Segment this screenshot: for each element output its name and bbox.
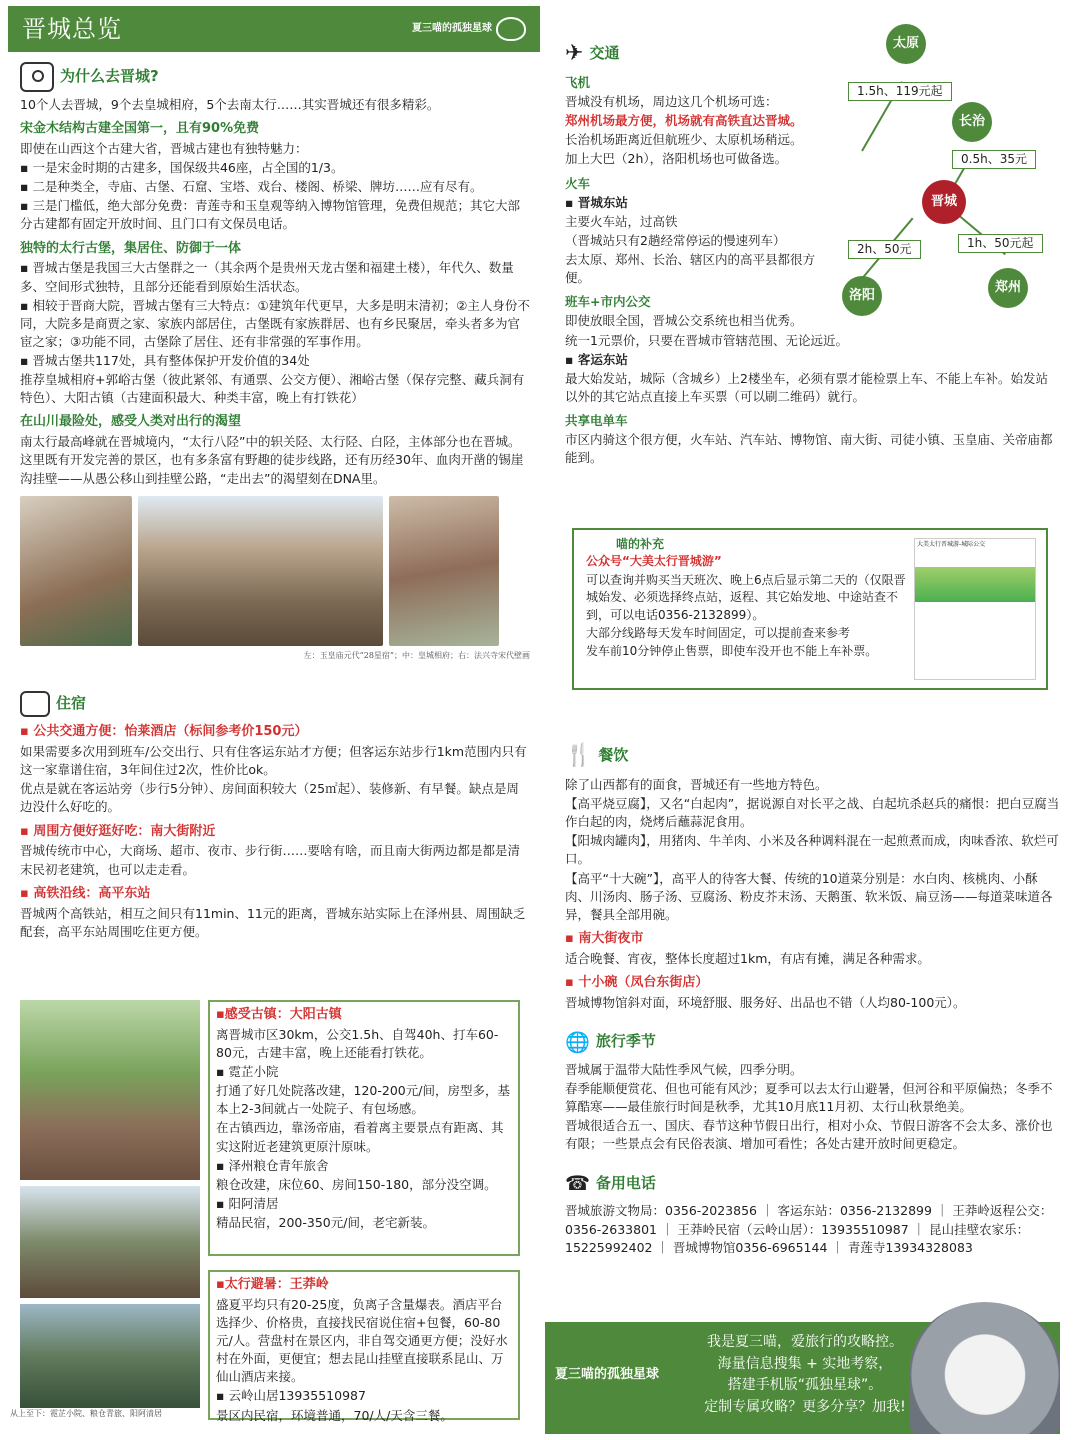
city-changzhi: 长治 — [952, 102, 992, 142]
route-zhengzhou: 1h、50元起 — [958, 234, 1043, 253]
season-line: 晋城很适合五一、国庆、春节这种节假日出行，相对小众、节假日游客不会太多、涨价也有限；一些景点会有民俗表演、增加可看性；各处古建开放时间更稳定。 — [565, 1118, 1053, 1152]
box1-line: 粮仓改建，床位60、房间150-180，部分没空调。 — [216, 1176, 497, 1192]
season-section-header — [565, 1028, 1060, 1057]
food-line: 除了山西都有的面食，晋城还有一些地方特色。 — [565, 776, 828, 792]
why-s2-line: ▪ 晋城古堡是我国三大古堡群之一（其余两个是贵州天龙古堡和福建土楼），年代久、数量多、空间形式独特，且部分还能看到原始生活状态。 — [20, 260, 514, 294]
left-column — [20, 62, 530, 942]
stay-photo-caption: 从上至下：霓芷小院、粮仓青旅、阳阿清居 — [10, 1409, 162, 1418]
photo-caption: 左：玉皇庙元代“28星宿”；中：皇城相府；右：法兴寺宋代壁画 — [303, 650, 530, 660]
supplement-box — [572, 528, 1048, 690]
brand-logo — [412, 17, 526, 41]
fly-title: 飞机 — [565, 74, 591, 90]
supplement-account: 公众号“大美太行晋城游” — [586, 554, 722, 569]
banner-text — [685, 1332, 925, 1419]
why-s1-line: ▪ 一是宋金时期的古建多，国保级共46座，占全国的1/3。 — [20, 160, 344, 176]
why-s1-line: ▪ 二是种类全，寺庙、古堡、石窟、宝塔、戏台、楼阁、桥梁、牌坊……应有尽有。 — [20, 179, 483, 195]
airplane-icon: ✈ — [565, 41, 584, 66]
box2-title: ▪太行避暑：王莽岭 — [216, 1277, 329, 1292]
box1-line: ▪ 泽州粮仓青年旅舍 — [216, 1157, 329, 1173]
box1-line: 在古镇西边，靠汤帝庙，看着离主要景点有距离、其实这附近老建筑更原汁原味。 — [216, 1120, 504, 1154]
supplement-line: 大部分线路每天发车时间固定，可以提前查来参考 — [586, 625, 851, 640]
app-header: 大美太行晋城游-城际公交 — [917, 541, 986, 548]
stay-s2-line: 晋城传统市中心，大商场、超市、夜市、步行街……要啥有啥，而且南大街两边都是都是清末民初老建筑，也可以走走看。 — [20, 843, 521, 877]
why-section-header — [20, 62, 530, 92]
box1-line: ▪ 阳阿清居 — [216, 1195, 279, 1211]
why-s1-title: 宋金木结构古建全国第一，且有90%免费 — [20, 121, 260, 137]
season-title: 旅行季节 — [595, 1032, 656, 1051]
stay-section-header — [20, 691, 530, 717]
bus-title: 班车+市内公交 — [565, 294, 651, 310]
photo-yanga-residence — [20, 1304, 200, 1408]
train-line: 去太原、郑州、长治、辖区内的高平县都很方便。 — [565, 252, 816, 286]
food-section — [565, 740, 1060, 1258]
box1-line: 离晋城市区30km，公交1.5h、自驾40h、打车60-80元，古建丰富，晚上还能看打铁花。 — [216, 1026, 499, 1060]
why-intro: 10个人去晋城，9个去皇城相府，5个去南太行……其实晋城还有很多精彩。 — [20, 97, 440, 112]
why-s1-line: ▪ 三是门槛低，绝大部分免费：青莲寺和玉皇观等纳入博物馆管理，免费但规范；其它大部分古建都有固定开放时间、且门口有文保员电话。 — [20, 198, 520, 232]
photo-faxing-temple-mural — [389, 496, 499, 646]
city-jincheng: 晋城 — [922, 180, 966, 224]
stay-detail — [10, 1000, 520, 1423]
bus-line: 即使放眼全国，晋城公交系统也相当优秀。 — [565, 313, 803, 329]
bike-line: 市区内骑这个很方便，火车站、汽车站、博物馆、南大街、司徒小镇、玉皇庙、关帝庙都能到。 — [565, 432, 1053, 466]
bus-line: ▪ 客运东站 — [565, 351, 628, 367]
box2-line: ▪ 云岭山居13935510987 — [216, 1388, 366, 1404]
route-map — [840, 20, 1070, 320]
food-s1-title: ▪ 南大街夜市 — [565, 930, 644, 946]
train-title: 火车 — [565, 175, 591, 191]
stay-s3-line: 晋城两个高铁站，相互之间只有11min、11元的距离，晋城东站实际上在泽州县、周围缺乏配套，高平东站周围吃住更方便。 — [20, 905, 526, 939]
stay-s1-title: ▪ 公共交通方便：怡莱酒店（标间参考价150元） — [20, 724, 308, 740]
brand-name: 夏三喵的孤独星球 — [412, 22, 492, 34]
train-line: ▪ 晋城东站 — [565, 194, 628, 210]
photo-strip — [20, 496, 530, 646]
banner-line: 定制专属攻略？更多分享？加我! — [704, 1399, 906, 1416]
stay-s1-line: 优点是就在客运站旁（步行5分钟）、房间面积较大（25㎡起）、装修新、有早餐。缺点是周边没什么好吃的。 — [20, 781, 519, 815]
telephone-icon: ☎ — [565, 1171, 590, 1196]
food-title: 餐饮 — [598, 746, 629, 765]
why-s3-title: 在山川最险处，感受人类对出行的渴望 — [20, 414, 242, 430]
stay-s2-title: ▪ 周围方便好逛好吃：南大街附近 — [20, 823, 216, 839]
phones-text: 晋城旅游文物局：0356-2023856 ｜ 客运东站：0356-2132899 ｜ 王莽岭返程公交：0356-2633801 ｜ 王莽岭民宿（云岭山居）：13935510987 ｜ 昆山挂壁农家乐：15225992402 ｜ 晋城博物馆0356-6965144 ｜ 青莲寺13934328083 — [565, 1203, 1053, 1255]
stay-s3-title: ▪ 高铁沿线：高平东站 — [20, 885, 151, 901]
why-title: 为什么去晋城? — [60, 67, 159, 86]
train-line: 主要火车站，过高铁 — [565, 213, 678, 229]
season-line: 晋城属于温带大陆性季风气候，四季分明。 — [565, 1061, 803, 1077]
page-header — [8, 6, 540, 52]
food-line: 【阳城肉罐肉】，用猪肉、牛羊肉、小米及各种调料混在一起煎煮而成，肉味香浓、软烂可口。 — [565, 833, 1059, 867]
cutlery-icon: 🍴 — [565, 743, 593, 768]
box2-line: 盛夏平均只有20-25度，负离子含量爆表。酒店平台选择少、价格贵，直接找民宿说住宿+包餐，60-80元/人。营盘村在景区内，非自驾交通更方便；没好水村在外面，更便宜；想去昆山挂壁直接联系昆山、万仙山酒店来接。 — [216, 1296, 508, 1385]
box1-title: ▪感受古镇：大阳古镇 — [216, 1007, 342, 1022]
city-taiyuan: 太原 — [886, 24, 926, 64]
photo-nizhi-courtyard — [20, 1000, 200, 1180]
box1-line: 精品民宿，200-350元/间，老宅新装。 — [216, 1215, 435, 1231]
season-line: 春季能顺便赏花、但也可能有风沙；夏季可以去太行山避暑，但河谷和平原偏热；冬季不算酷寒——最佳旅行时间是秋季，尤其10月底11月初、太行山秋景绝美。 — [565, 1080, 1053, 1115]
box1-line: 打通了好几处院落改建，120-200元/间，房型多，基本上2-3间就占一处院子、有包场感。 — [216, 1083, 510, 1117]
transport-title: 交通 — [589, 44, 620, 63]
fly-line: 郑州机场最方便，机场就有高铁直达晋城。 — [565, 113, 803, 129]
why-s3-line: 南太行最高峰就在晋城境内，“太行八陉”中的轵关陉、太行陉、白陉，主体部分也在晋城。这里既有开发完善的景区，也有多条富有野趣的徒步线路，还有历经30年、血肉开凿的锡崖沟挂壁——从愚公移山到挂壁公路，“走出去”的渴望刻在DNA里。 — [20, 434, 524, 486]
photo-granary-hostel — [20, 1186, 200, 1298]
food-s1-line: 适合晚餐、宵夜，整体长度超过1km，有店有摊，满足各种需求。 — [565, 950, 930, 966]
banner-line: 搭建手机版“孤独星球”。 — [727, 1377, 883, 1394]
fly-line: 加上大巴（2h），洛阳机场也可做备选。 — [565, 151, 788, 167]
house-icon — [20, 691, 50, 717]
stay-s1-line: 如果需要多次用到班车/公交出行、只有住客运东站才方便；但客运东站步行1km范围内只有这一家靠谱住宿，3年间住过2次，性价比ok。 — [20, 744, 527, 778]
supplement-title: 喵的补充 — [616, 537, 665, 551]
why-s1-line: 即使在山西这个古建大省，晋城古建也有独特魅力： — [20, 140, 308, 156]
cat-photo — [910, 1302, 1060, 1434]
stay-title: 住宿 — [56, 694, 87, 713]
why-s2-line: 推荐皇城相府+郭峪古堡（彼此紧邻、有通票、公交方便）、湘峪古堡（保存完整、藏兵洞有特色）、大阳古镇（古建面积最大、种类丰富，晚上有打铁花） — [20, 372, 525, 406]
dayang-town-box — [208, 1000, 520, 1256]
train-line: （晋城站只有2趟经常停运的慢速列车） — [565, 232, 786, 248]
box1-line: ▪ 霓芷小院 — [216, 1064, 279, 1080]
magnifier-icon — [20, 62, 54, 92]
why-s2-title: 独特的太行古堡，集居住、防御于一体 — [20, 240, 242, 256]
phones-title: 备用电话 — [595, 1174, 656, 1193]
bus-line: 最大始发站，城际（含城乡）上2楼坐车，必须有票才能检票上车、不能上车补。始发站以外的其它站点直接上车买票（可以刷二维码）就行。 — [565, 370, 1048, 404]
food-s2-title: ▪ 十小碗（凤台东街店） — [565, 974, 709, 990]
why-s2-line: ▪ 晋城古堡共117处，具有整体保护开发价值的34处 — [20, 353, 310, 369]
route-taiyuan: 1.5h、119元起 — [848, 82, 952, 101]
supplement-line: 可以查询并购买当天班次、晚上6点后显示第二天的（仅限晋城始发、必须选择终点站，返程、其它始发地、中途站查不到，可以电话0356-2132899）。 — [586, 572, 906, 622]
fly-line: 长治机场距离近但航班少、太原机场稍远。 — [565, 132, 803, 148]
food-line: 【高平烧豆腐】，又名“白起肉”，据说源自对长平之战、白起坑杀赵兵的痛恨：把白豆腐当作白起的肉，烧烤后蘸蒜泥食用。 — [565, 796, 1060, 830]
route-changzhi: 0.5h、35元 — [952, 150, 1036, 169]
supplement-text — [586, 536, 908, 662]
photo-huangcheng-xiangfu — [138, 496, 383, 646]
bike-title: 共享电单车 — [565, 413, 628, 429]
banner-brand: 夏三喵的孤独星球 — [555, 1367, 660, 1382]
why-s2-line: ▪ 相较于晋商大院，晋城古堡有三大特点：①建筑年代更早，大多是明末清初；②主人身份不同，大院多是商贾之家、家族内部居住，古堡既有家族群居、也有乡民聚居，牵头者多为官宦之家；③功能不同，古堡除了居住、还有非常强的军事作用。 — [20, 297, 530, 349]
globe-icon: 🌐 — [565, 1029, 590, 1054]
supplement-line: 发车前10分钟停止售票，即使车没开也不能上车补票。 — [586, 644, 878, 659]
app-screenshot — [914, 538, 1036, 680]
phones-section-header — [565, 1169, 1060, 1198]
route-luoyang: 2h、50元 — [848, 240, 921, 259]
banner-line: 海量信息搜集 + 实地考察， — [717, 1355, 893, 1372]
footer-banner — [545, 1322, 1060, 1434]
banner-line: 我是夏三喵，爱旅行的攻略控。 — [707, 1334, 903, 1350]
fly-line: 晋城没有机场，周边这几个机场可选： — [565, 94, 778, 110]
city-luoyang: 洛阳 — [842, 276, 882, 316]
box2-line: 景区内民宿，环境普通，70/人/天含三餐。 — [216, 1407, 453, 1423]
photo-yuhuang-temple — [20, 496, 132, 646]
city-zhengzhou: 郑州 — [988, 268, 1028, 308]
food-line: 【高平“十大碗”】，高平人的待客大餐、传统的10道菜分别是：水白肉、核桃肉、小酥肉、川汤肉、肠子汤、豆腐汤、粉皮芥末汤、天鹅蛋、软米饭、扁豆汤——每道菜味道各异，餐具全部用碗。 — [565, 870, 1053, 922]
food-s2-line: 晋城博物馆斜对面，环境舒服、服务好、出品也不错（人均80-100元）。 — [565, 994, 966, 1010]
cat-icon — [496, 17, 526, 41]
bus-line: 统一1元票价，只要在晋城市管辖范围、无论远近。 — [565, 332, 848, 348]
page-title: 晋城总览 — [22, 14, 122, 43]
wangmangling-box — [208, 1270, 520, 1423]
food-section-header — [565, 740, 1060, 772]
